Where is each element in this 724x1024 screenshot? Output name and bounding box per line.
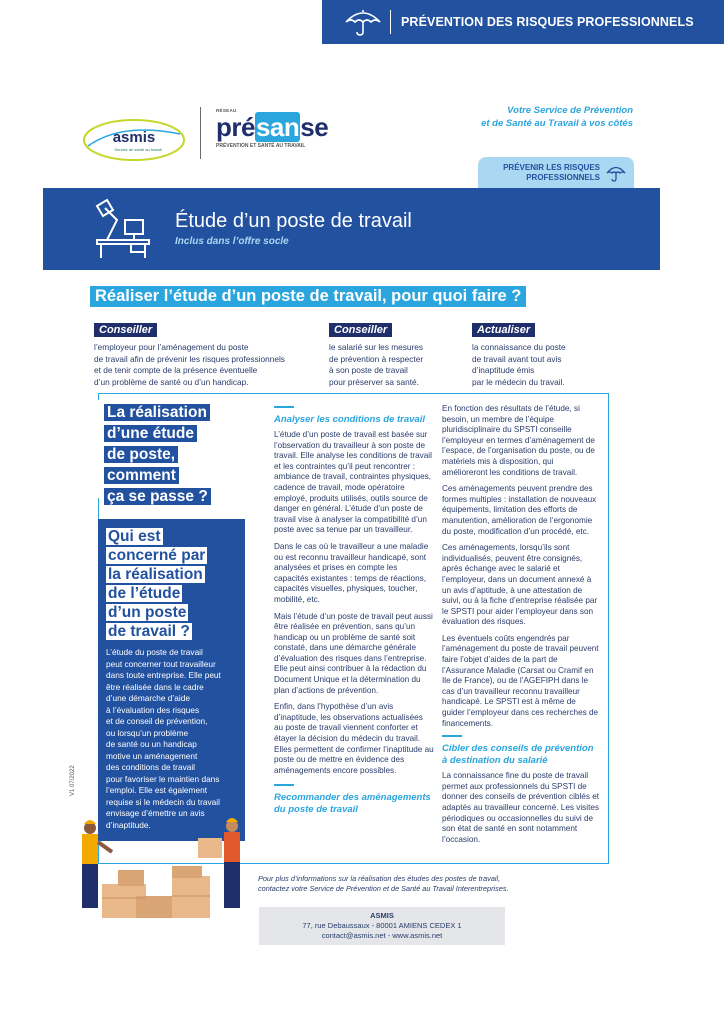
question-who-body-line: dans toute entreprise. Elle peut bbox=[106, 670, 221, 680]
objective-column-3 bbox=[472, 320, 597, 388]
category-tab bbox=[478, 157, 634, 189]
umbrella-small-icon bbox=[606, 164, 626, 182]
right-column bbox=[442, 404, 600, 851]
asmis-logo bbox=[82, 118, 186, 162]
question-who-body-line: pour favoriser le maintien dans bbox=[106, 773, 220, 784]
question-who-body-line: et de conseil de prévention, bbox=[106, 716, 208, 726]
objective-1-line: l’employeur pour l’aménagement du poste bbox=[94, 342, 249, 352]
version-label: V1 07/2022 bbox=[70, 765, 76, 796]
objective-3-line: d’inaptitude émis bbox=[472, 365, 535, 375]
paragraph: Mais l’étude d’un poste de travail peut aussi être réalisée en prévention, sans qu’un handicap ou un problème de santé soit constaté, dans une démarche générale d’évaluation des risques dans l’entreprise. Elle peut ainsi contribuer à la rédaction du Document Unique et la détermination du plan d’actions de prévention. bbox=[274, 611, 433, 695]
title-band bbox=[43, 188, 660, 270]
objective-label-2: Conseiller bbox=[329, 323, 392, 337]
presanse-part2: san bbox=[255, 112, 300, 142]
question-who-body-line: d’une démarche d’aide bbox=[106, 693, 190, 703]
section-heading-recommander: Recommander des aménagements du poste de travail bbox=[274, 792, 431, 816]
question-who-body-line: à l’évaluation des risques bbox=[106, 704, 200, 715]
question-who-body-line: motive un aménagement bbox=[106, 750, 198, 761]
section-dash bbox=[274, 784, 294, 786]
presanse-part1: pré bbox=[216, 112, 255, 142]
workers-illustration bbox=[72, 812, 252, 922]
objective-2-line: pour préserver sa santé. bbox=[329, 376, 419, 387]
question-who-body-line: l’emploi. Elle est également bbox=[106, 785, 207, 795]
more-info-line1: Pour plus d’informations sur la réalisation des études des postes de travail, bbox=[258, 874, 501, 883]
question-how-line: La réalisation bbox=[104, 404, 210, 421]
question-how-line: de poste, bbox=[104, 446, 178, 463]
umbrella-icon bbox=[342, 8, 384, 36]
objective-label-1: Conseiller bbox=[94, 323, 157, 337]
more-info bbox=[258, 874, 558, 894]
question-who-line: la réalisation bbox=[108, 566, 203, 583]
category-tab-line1: PRÉVENIR LES RISQUES bbox=[503, 163, 600, 172]
question-how bbox=[98, 400, 220, 505]
question-how-line: d’une étude bbox=[104, 425, 197, 442]
paragraph: Ces aménagements, lorsqu’ils sont individualisés, peuvent être consignés, après échange avec le salarié et l’employeur, dans un document annexé à un avis d’aptitude, à une attestation de suivi, ou à la fiche d’entreprise réalisée par le SPSTI pour aider l’employeur dans son évaluation des risques. bbox=[442, 543, 598, 627]
page-subtitle: Inclus dans l’offre socle bbox=[175, 236, 289, 247]
presanse-logo bbox=[216, 108, 346, 162]
paragraph: Les éventuels coûts engendrés par l’aménagement du poste de travail peuvent faire l’objet d’aides de la part de l’Assurance Maladie (Carsat ou Cramif en Ile de France), ou de l’AGEFIPH dans le cas d’un travailleur reconnu travailleur handicapé. Le SPSTI est à même de guider l’employeur dans ces recherches de financements. bbox=[442, 633, 599, 728]
service-tagline-line1: Votre Service de Prévention bbox=[507, 105, 633, 116]
presanse-subtitle: PRÉVENTION ET SANTÉ AU TRAVAIL bbox=[216, 143, 306, 149]
category-tab-line2: PROFESSIONNELS bbox=[526, 173, 600, 182]
header-separator bbox=[390, 10, 391, 34]
section-dash bbox=[442, 735, 462, 737]
question-who-line: de travail ? bbox=[108, 623, 190, 640]
question-who-body-line: des conditions de travail bbox=[106, 762, 196, 772]
paragraph: L’étude d’un poste de travail est basée sur l’observation du travailleur à son poste de travail. Elle analyse les conditions de travail et les contraintes qu’il peut rencontrer : ambiance de travail, contraintes physiques, cadence de travail, mode opératoire employé, produits utilisés, outils source de danger en général. L’étude d’un poste de travail vise à analyser la compatibilité d’un poste avec sa tenue par un travailleur. bbox=[274, 430, 432, 535]
why-heading: Réaliser l’étude d’un poste de travail, pour quoi faire ? bbox=[90, 286, 526, 307]
objective-1-line: de travail afin de prévenir les risques professionnels bbox=[94, 353, 285, 364]
header-title: PRÉVENTION DES RISQUES PROFESSIONNELS bbox=[401, 15, 694, 29]
section-dash bbox=[274, 406, 294, 408]
logo-divider bbox=[200, 107, 201, 159]
service-tagline-line2: et de Santé au Travail à vos côtés bbox=[481, 118, 633, 129]
paragraph: Ces aménagements peuvent prendre des formes multiples : installation de nouveaux équipements, limitation des efforts de manutention, amélioration de l’ergonomie du poste, modification d’un procédé, etc. bbox=[442, 484, 597, 536]
question-who-body-line: être réalisée dans le cadre bbox=[106, 681, 204, 692]
objective-2-line: à son poste de travail bbox=[329, 365, 408, 375]
page-title: Étude d’un poste de travail bbox=[175, 210, 412, 232]
presanse-part3: se bbox=[300, 112, 329, 142]
question-who-line: Qui est bbox=[108, 528, 161, 545]
paragraph: La connaissance fine du poste de travail permet aux professionnels du SPSTI de donner des conseils de prévention ciblés et adaptés au travailleur concerné. Les visites périodiques ou occasionnelles du suivi de son état de santé en sont notamment l’occasion. bbox=[442, 771, 600, 844]
middle-column bbox=[274, 406, 434, 820]
asmis-logo-tagline: Service de santé au travail bbox=[114, 147, 162, 152]
question-who-body-line: d’inaptitude. bbox=[106, 819, 151, 830]
asmis-logo-text: asmis bbox=[112, 129, 156, 146]
address-street: 77, rue Debaussaux - 80001 AMIENS CEDEX 1 bbox=[302, 921, 462, 930]
question-how-line: comment bbox=[104, 467, 179, 484]
objective-1-line: d’un problème de santé ou d’un handicap. bbox=[94, 376, 249, 387]
question-who-body-line: envisage d’émettre un avis bbox=[106, 808, 205, 818]
objective-column-2 bbox=[329, 320, 459, 388]
question-who-body-line: de santé ou un handicap bbox=[106, 739, 197, 749]
address-box bbox=[259, 907, 505, 945]
service-tagline bbox=[481, 104, 633, 130]
objective-3-line: de travail avant tout avis bbox=[472, 353, 562, 364]
question-who-body-line: peut concerner tout travailleur bbox=[106, 658, 216, 669]
question-who-line: concerné par bbox=[108, 547, 206, 564]
objective-3-line: par le médecin du travail. bbox=[472, 376, 565, 387]
objective-column-1 bbox=[94, 320, 314, 388]
question-who-body-line: L’étude du poste de travail bbox=[106, 647, 203, 657]
question-who-box bbox=[98, 519, 245, 841]
header-bar bbox=[322, 0, 724, 44]
paragraph: Dans le cas où le travailleur a une maladie ou est reconnu travailleur handicapé, sont analysées et prises en compte les capacités existantes : temps de réactions, capacités visuelles, physiques, toucher, mobilité, etc. bbox=[274, 541, 429, 604]
address-name: ASMIS bbox=[370, 911, 394, 920]
address-contact[interactable]: contact@asmis.net - www.asmis.net bbox=[321, 931, 443, 940]
objective-3-line: la connaissance du poste bbox=[472, 342, 566, 352]
question-who-body-line: requise si le médecin du travail bbox=[106, 796, 220, 807]
more-info-line2: contactez votre Service de Prévention et de Santé au Travail Interentreprises. bbox=[258, 884, 509, 893]
desk-lamp-icon bbox=[91, 198, 155, 262]
section-heading-analyse: Analyser les conditions de travail bbox=[274, 414, 425, 425]
question-who-body bbox=[98, 647, 245, 831]
objective-1-line: et de tenir compte de la présence éventuelle bbox=[94, 365, 258, 375]
question-how-line: ça se passe ? bbox=[104, 488, 211, 505]
paragraph: En fonction des résultats de l’étude, si besoin, un membre de l’équipe pluridisciplinaire du SPSTI conseille l’employeur en termes d’aménagement de l’espace, de l’organisation du poste, ou de matériels mis à disposition, qui amélioreront les conditions de travail. bbox=[442, 404, 595, 477]
objective-label-3: Actualiser bbox=[472, 323, 535, 337]
question-who-line: d’un poste bbox=[108, 604, 187, 621]
section-heading-cibler: Cibler des conseils de prévention à destination du salarié bbox=[442, 743, 594, 767]
paragraph: Enfin, dans l’hypothèse d’un avis d’inaptitude, les observations actualisées au poste de travail viennent conforter et étayer la décision du médecin du travail. Elles permettent de confirmer l’inaptitude au poste ou de mettre en évidence des aménagements encore possibles. bbox=[274, 702, 434, 775]
objective-2-line: de prévention à respecter bbox=[329, 353, 424, 364]
question-who-line: de l’étude bbox=[108, 585, 181, 602]
question-who-body-line: ou lorsqu’un problème bbox=[106, 727, 189, 738]
presanse-reseau: RÉSEAU bbox=[216, 108, 237, 113]
objective-2-line: le salarié sur les mesures bbox=[329, 342, 424, 352]
